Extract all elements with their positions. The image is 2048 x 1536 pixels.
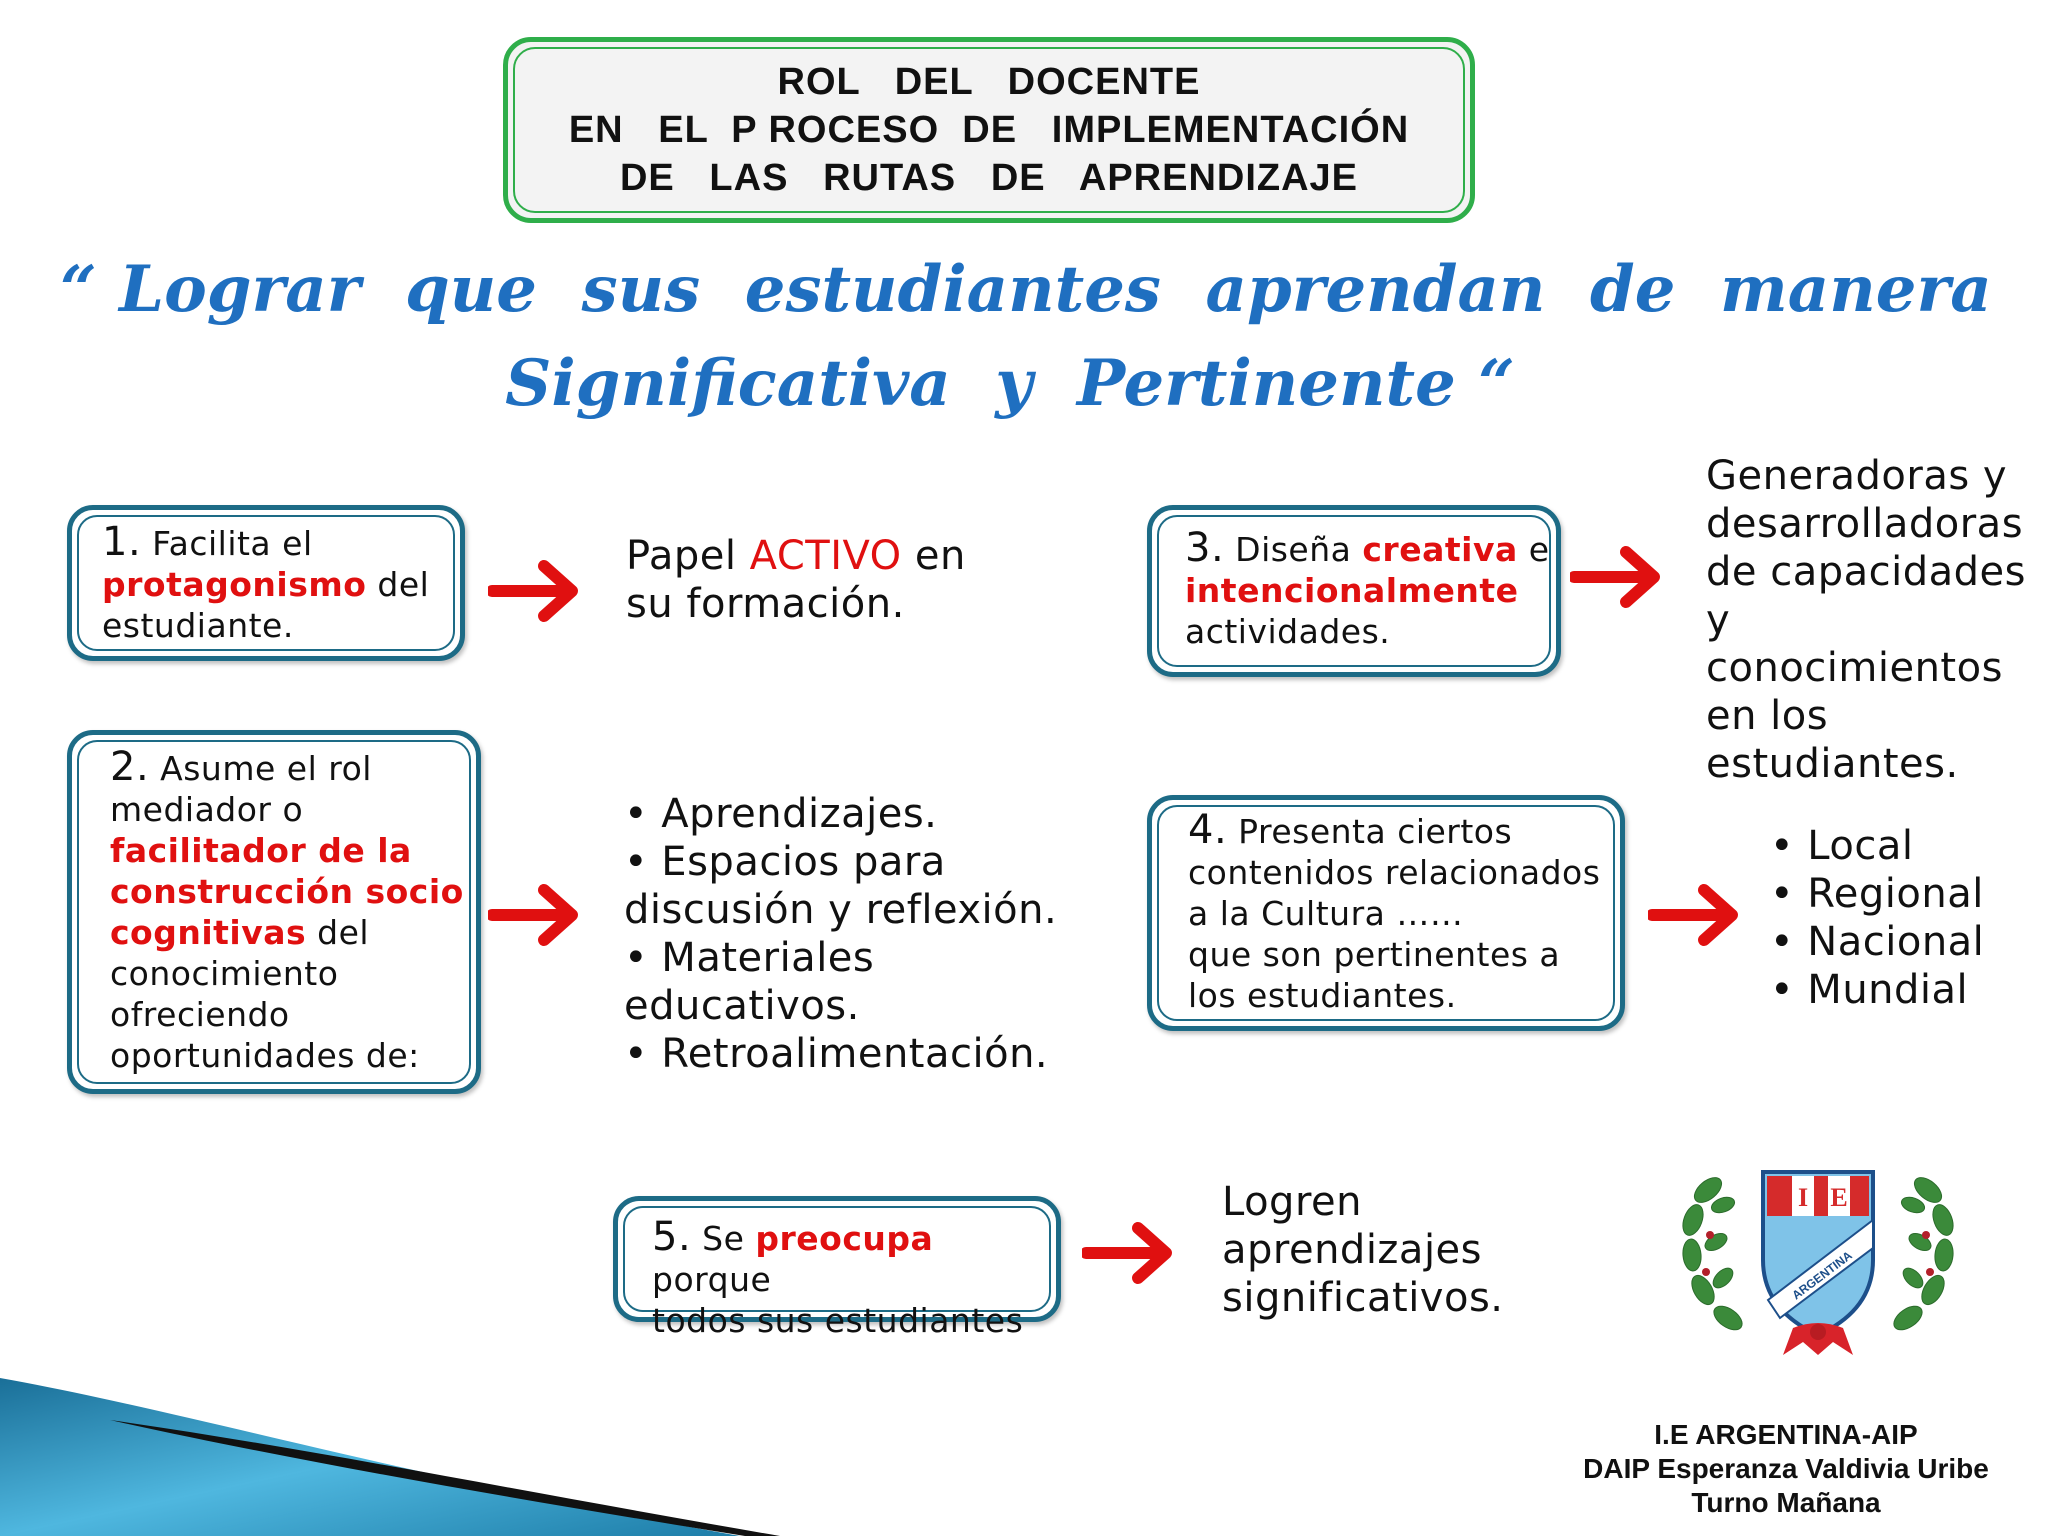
item-5-text-b: porque	[652, 1260, 772, 1299]
item-5-box	[613, 1196, 1061, 1340]
item-3-highlight-1: creativa	[1362, 530, 1518, 569]
item-3-highlight-2: intencionalmente	[1185, 571, 1519, 610]
title-line-2: EN EL P ROCESO DE IMPLEMENTACIÓN	[568, 109, 1410, 151]
item-2-text-c: del	[306, 913, 370, 952]
item-4-result: • Regional	[1770, 871, 1984, 917]
item-4-text-b: contenidos relacionados	[1188, 853, 1601, 892]
arrow-right-icon	[1570, 542, 1670, 612]
item-3-text-c: actividades.	[1185, 612, 1391, 651]
item-5-result: aprendizajes	[1222, 1227, 1483, 1273]
item-4-text-e: los estudiantes.	[1188, 976, 1457, 1015]
item-4-text-a: Presenta ciertos	[1227, 812, 1513, 851]
item-5-text-c: todos sus estudiantes	[652, 1301, 1024, 1340]
item-4-number: 4.	[1188, 807, 1228, 853]
item-5-result: Logren	[1222, 1179, 1362, 1225]
arrow-right-icon	[488, 556, 588, 626]
item-2-result: • Espacios para	[624, 839, 946, 885]
item-2-highlight-2: construcción socio	[110, 872, 464, 911]
footer-line-2: DAIP Esperanza Valdivia Uribe	[1583, 1453, 1989, 1484]
item-3-results	[1706, 452, 2036, 788]
item-2-result: discusión y reflexión.	[624, 887, 1058, 933]
item-3-result: de capacidades	[1706, 549, 2026, 595]
item-2-box	[67, 730, 481, 1094]
item-5-text-a: Se	[691, 1219, 756, 1258]
item-3-number: 3.	[1185, 525, 1225, 571]
item-3-result: y conocimientos	[1706, 597, 2003, 691]
item-2-text-b: mediador o	[110, 790, 304, 829]
item-1-result-c: su formación.	[626, 581, 905, 627]
item-2-text-a: Asume el rol	[149, 749, 372, 788]
item-4-result: • Local	[1770, 823, 1914, 869]
item-1-result-a: Papel	[626, 533, 750, 579]
item-3-text-a: Diseña	[1224, 530, 1363, 569]
school-emblem-logo	[1668, 1150, 1968, 1360]
item-1-result	[626, 532, 986, 628]
item-2-result: • Aprendizajes.	[624, 791, 938, 837]
item-5-results	[1222, 1178, 1552, 1322]
item-2-text-e: ofreciendo	[110, 995, 290, 1034]
item-1-highlight: protagonismo	[102, 565, 367, 604]
item-3-text-b: e	[1517, 530, 1550, 569]
footer-line-3: Turno Mañana	[1691, 1487, 1881, 1518]
emblem-letter-e: E	[1830, 1183, 1848, 1212]
item-2-results	[624, 790, 1104, 1078]
title-line-1: ROL DEL DOCENTE	[777, 61, 1201, 103]
item-4-text-d: que son pertinentes a	[1188, 935, 1561, 974]
item-2-result: • Materiales educativos.	[624, 935, 875, 1029]
item-2-highlight-3: cognitivas	[110, 913, 307, 952]
emblem-letter-i: I	[1797, 1183, 1809, 1212]
item-1-result-highlight: ACTIVO	[749, 533, 902, 579]
item-4-box	[1147, 795, 1625, 1031]
item-1-text-c: estudiante.	[102, 606, 294, 645]
item-3-result: Generadoras y	[1706, 453, 2008, 499]
item-1-result-b: en	[901, 533, 966, 579]
item-3-result: en los	[1706, 693, 1829, 739]
item-1-text-a: Facilita el	[141, 524, 313, 563]
item-4-results	[1770, 822, 2030, 1014]
item-1-box	[67, 505, 465, 661]
quote-line-1: “ Lograr que sus estudiantes aprendan de manera	[60, 252, 1992, 327]
title-box	[503, 37, 1475, 223]
item-2-text-f: oportunidades de:	[110, 1036, 420, 1075]
footer-line-1: I.E ARGENTINA-AIP	[1654, 1419, 1918, 1450]
item-3-result: estudiantes.	[1706, 741, 1959, 787]
item-3-result: desarrolladoras	[1706, 501, 2024, 547]
item-4-result: • Nacional	[1770, 919, 1985, 965]
arrow-right-icon	[1082, 1218, 1182, 1288]
item-5-number: 5.	[652, 1214, 692, 1260]
item-3-box	[1147, 505, 1561, 677]
item-1-text-b: del	[366, 565, 430, 604]
item-4-text-c: a la Cultura ……	[1188, 894, 1464, 933]
arrow-right-icon	[1648, 880, 1748, 950]
item-2-highlight-1: facilitador de la	[110, 831, 412, 870]
item-5-result: significativos.	[1222, 1275, 1504, 1321]
item-5-highlight: preocupa	[755, 1219, 934, 1258]
quote-line-2: Significativa y Pertinente “	[505, 346, 1515, 421]
emblem-band-text: ARGENTINA	[1789, 1248, 1855, 1303]
arrow-right-icon	[488, 880, 588, 950]
item-2-result: • Retroalimentación.	[624, 1031, 1049, 1077]
item-2-text-d: conocimiento	[110, 954, 339, 993]
title-line-3: DE LAS RUTAS DE APRENDIZAJE	[619, 157, 1359, 199]
item-1-number: 1.	[102, 519, 142, 565]
item-4-result: • Mundial	[1770, 967, 1969, 1013]
item-2-number: 2.	[110, 744, 150, 790]
